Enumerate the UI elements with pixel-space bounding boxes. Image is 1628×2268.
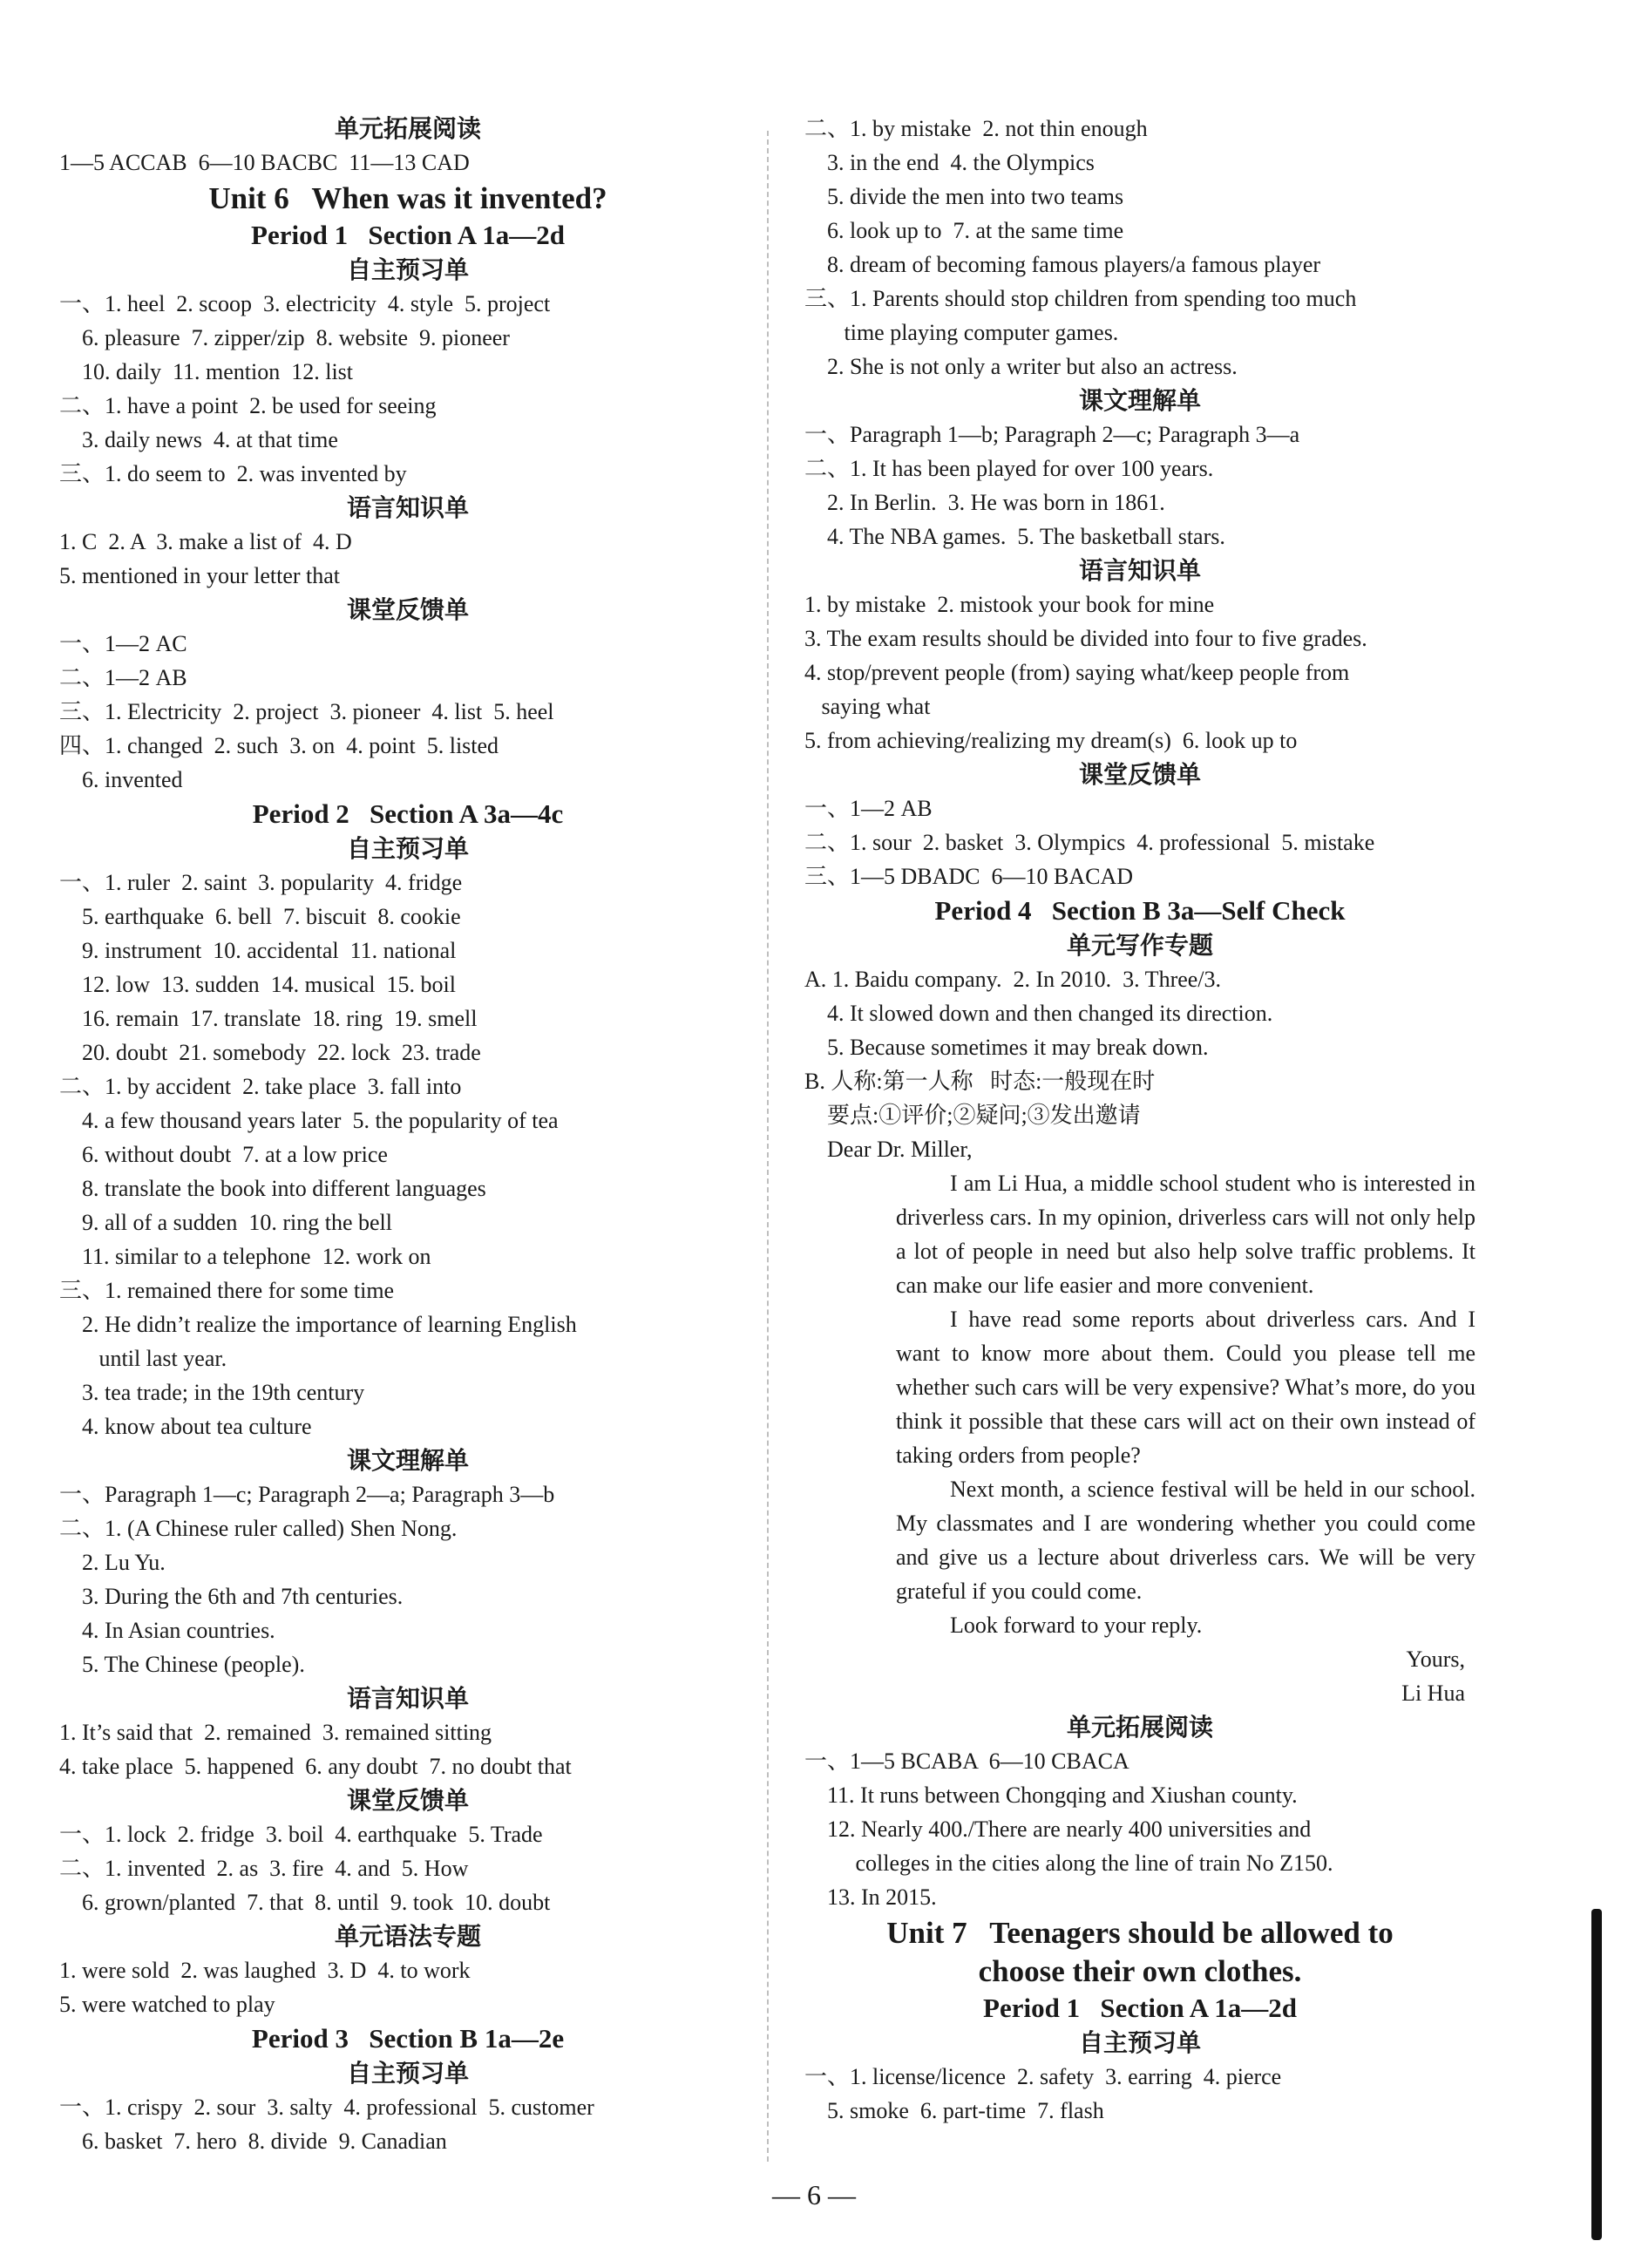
answer-line: 5. mentioned in your letter that (59, 563, 341, 588)
section-heading: 单元语法专题 (334, 1922, 481, 1951)
answer-line: 二、1. sour 2. basket 3. Olympics 4. professional 5. mistake (804, 830, 1375, 855)
answer-line: 5. divide the men into two teams (804, 184, 1124, 209)
answer-line: 3. daily news 4. at that time (59, 427, 338, 452)
answer-line: 5. earthquake 6. bell 7. biscuit 8. cookie (59, 904, 461, 929)
answer-line: 5. from achieving/realizing my dream(s) 6. look up to (804, 728, 1298, 753)
answer-line: until last year. (59, 1346, 227, 1371)
section-heading: 课堂反馈单 (1078, 760, 1201, 789)
answer-line: 1. It’s said that 2. remained 3. remained sitting (59, 1720, 492, 1745)
answer-line: 1. C 2. A 3. make a list of 4. D (59, 529, 352, 554)
period-title: Period 3 Section B 1a—2e (251, 2023, 565, 2054)
answer-line: 10. daily 11. mention 12. list (59, 359, 354, 384)
answer-line: 4. take place 5. happened 6. any doubt 7. no doubt that (59, 1754, 572, 1779)
letter-paragraph: I have read some reports about driverless cars. And I want to know more about them. Could you please tell me whether such cars will be very expensive? What’s more, do you think it possible that these cars will act on their own instead of taking orders from people? (896, 1307, 1475, 1468)
unit-title: Unit 6 When was it invented? (208, 181, 607, 215)
answer-line: 9. all of a sudden 10. ring the bell (59, 1210, 392, 1235)
answer-line: 6. grown/planted 7. that 8. until 9. took 10. doubt (59, 1890, 551, 1915)
answer-line: 13. In 2015. (804, 1884, 937, 1910)
section-heading: 语言知识单 (1078, 556, 1201, 585)
answer-line: colleges in the cities along the line of train No Z150. (804, 1850, 1333, 1876)
answer-line: 一、1. license/licence 2. safety 3. earring 4. pierce (804, 2064, 1282, 2089)
page-edge-shadow (1591, 1909, 1602, 2240)
answer-line: 6. basket 7. hero 8. divide 9. Canadian (59, 2129, 447, 2154)
answer-line: 一、1. crispy 2. sour 3. salty 4. professional 5. customer (59, 2095, 594, 2120)
answer-line: 三、1. do seem to 2. was invented by (59, 461, 407, 486)
answer-line: saying what (804, 694, 931, 719)
section-heading: 课文理解单 (346, 1446, 469, 1475)
unit-title: Unit 7 Teenagers should be allowed to (886, 1916, 1394, 1950)
answer-line: 2. He didn’t realize the importance of learning English (59, 1312, 577, 1337)
section-heading: 单元写作专题 (1066, 931, 1213, 960)
answer-line: 一、Paragraph 1—b; Paragraph 2—c; Paragraph 3—a (804, 422, 1300, 447)
answer-line: 5. The Chinese (people). (59, 1652, 305, 1677)
answer-line: 一、1—5 BCABA 6—10 CBACA (804, 1749, 1129, 1774)
answer-line: 二、1. (A Chinese ruler called) Shen Nong. (59, 1516, 458, 1541)
answer-line: 一、Paragraph 1—c; Paragraph 2—a; Paragraph 3—b (59, 1482, 555, 1507)
section-heading: 自主预习单 (346, 834, 469, 863)
answer-line: 2. In Berlin. 3. He was born in 1861. (804, 490, 1165, 515)
answer-line: 6. without doubt 7. at a low price (59, 1142, 388, 1167)
answer-line: 12. low 13. sudden 14. musical 15. boil (59, 972, 456, 997)
answer-line: 11. It runs between Chongqing and Xiushan county. (804, 1782, 1298, 1808)
letter-paragraph: Next month, a science festival will be held in our school. My classmates and I are wondering whether you could come and give us a lecture about driverless cars. We will be very grateful if you could come. (896, 1477, 1475, 1604)
column-divider (767, 131, 769, 2162)
answer-line: 3. in the end 4. the Olympics (804, 150, 1095, 175)
answer-line: 三、1. Electricity 2. project 3. pioneer 4. list 5. heel (59, 699, 554, 724)
answer-line: 4. stop/prevent people (from) saying what/keep people from (804, 660, 1350, 685)
answer-line: 5. smoke 6. part-time 7. flash (804, 2098, 1104, 2123)
answer-line: 3. During the 6th and 7th centuries. (59, 1584, 404, 1609)
answer-line: 5. Because sometimes it may break down. (804, 1035, 1209, 1060)
letter-paragraph: I am Li Hua, a middle school student who is interested in driverless cars. In my opinion, driverless cars will not only help a lot of people in need but also help solve traffic problems. It can make our life easier and more convenient. (896, 1171, 1475, 1298)
answer-line: 4. In Asian countries. (59, 1618, 275, 1643)
answer-line: 2. Lu Yu. (59, 1550, 166, 1575)
answer-line: 四、1. changed 2. such 3. on 4. point 5. listed (59, 733, 499, 758)
answer-line: Dear Dr. Miller, (804, 1137, 973, 1162)
answer-line: time playing computer games. (804, 320, 1119, 345)
answer-line: 3. The exam results should be divided into four to five grades. (804, 626, 1367, 651)
letter-signature: Yours, (1406, 1647, 1465, 1672)
answer-line: 一、1—2 AB (804, 796, 933, 821)
answer-line: 6. look up to 7. at the same time (804, 218, 1124, 243)
answer-line: 6. invented (59, 767, 183, 792)
answer-line: A. 1. Baidu company. 2. In 2010. 3. Three/3. (804, 967, 1222, 992)
answer-line: 要点:①评价;②疑问;③发出邀请 (804, 1103, 1141, 1128)
answer-line: 11. similar to a telephone 12. work on (59, 1244, 431, 1269)
answer-line: 1. were sold 2. was laughed 3. D 4. to work (59, 1958, 471, 1983)
section-heading: 单元拓展阅读 (334, 114, 481, 143)
answer-line: 4. The NBA games. 5. The basketball stars. (804, 524, 1225, 549)
answer-line: 9. instrument 10. accidental 11. national (59, 938, 457, 963)
answer-line: 二、1. invented 2. as 3. fire 4. and 5. How (59, 1856, 469, 1881)
section-heading: 课文理解单 (1078, 386, 1201, 415)
answer-line: 一、1—2 AC (59, 631, 187, 656)
answer-line: 三、1. remained there for some time (59, 1278, 395, 1303)
answer-line: 2. She is not only a writer but also an actress. (804, 354, 1238, 379)
left-column (59, 112, 756, 2158)
section-heading: 课堂反馈单 (346, 595, 469, 624)
answer-line: 4. It slowed down and then changed its direction. (804, 1001, 1273, 1026)
section-heading: 语言知识单 (346, 493, 469, 522)
answer-line: 一、1. ruler 2. saint 3. popularity 4. fridge (59, 870, 463, 895)
answer-line: 二、1. by accident 2. take place 3. fall into (59, 1074, 462, 1099)
section-heading: 自主预习单 (1078, 2028, 1201, 2057)
answer-line: 一、1. lock 2. fridge 3. boil 4. earthquake 5. Trade (59, 1822, 543, 1847)
answer-line: 5. were watched to play (59, 1992, 275, 2017)
answer-line: 8. translate the book into different languages (59, 1176, 486, 1201)
answer-line: 二、1. by mistake 2. not thin enough (804, 116, 1148, 141)
answer-line: 16. remain 17. translate 18. ring 19. smell (59, 1006, 478, 1031)
section-heading: 语言知识单 (346, 1684, 469, 1713)
answer-line: B. 人称:第一人称 时态:一般现在时 (804, 1069, 1156, 1094)
answer-line: 三、1—5 DBADC 6—10 BACAD (804, 864, 1134, 889)
answer-line: 1—5 ACCAB 6—10 BACBC 11—13 CAD (59, 150, 470, 175)
letter-paragraph: Look forward to your reply. (950, 1613, 1203, 1638)
section-heading: 单元拓展阅读 (1066, 1713, 1213, 1742)
unit-title: choose their own clothes. (978, 1954, 1302, 1988)
answer-line: 三、1. Parents should stop children from spending too much (804, 286, 1357, 311)
answer-line: 4. know about tea culture (59, 1414, 312, 1439)
answer-line: 12. Nearly 400./There are nearly 400 universities and (804, 1816, 1312, 1842)
answer-line: 20. doubt 21. somebody 22. lock 23. trade (59, 1040, 481, 1065)
page-number: — 6 — (772, 2179, 856, 2210)
answer-line: 8. dream of becoming famous players/a famous player (804, 252, 1321, 277)
section-heading: 自主预习单 (346, 255, 469, 284)
answer-line: 二、1. It has been played for over 100 years. (804, 456, 1214, 481)
period-title: Period 1 Section A 1a—2d (983, 1993, 1297, 2023)
period-title: Period 2 Section A 3a—4c (252, 798, 564, 829)
answer-line: 二、1—2 AB (59, 665, 187, 690)
answer-line: 3. tea trade; in the 19th century (59, 1380, 365, 1405)
period-title: Period 4 Section B 3a—Self Check (934, 895, 1346, 926)
section-heading: 课堂反馈单 (346, 1786, 469, 1815)
answer-line: 1. by mistake 2. mistook your book for mine (804, 592, 1215, 617)
answer-line: 6. pleasure 7. zipper/zip 8. website 9. pioneer (59, 325, 510, 350)
section-heading: 自主预习单 (346, 2059, 469, 2088)
period-title: Period 1 Section A 1a—2d (251, 220, 565, 250)
letter-signature: Li Hua (1401, 1681, 1465, 1706)
answer-line: 一、1. heel 2. scoop 3. electricity 4. style 5. project (59, 291, 551, 316)
answer-line: 4. a few thousand years later 5. the popularity of tea (59, 1108, 559, 1133)
right-column (804, 112, 1475, 2128)
answer-line: 二、1. have a point 2. be used for seeing (59, 393, 437, 418)
